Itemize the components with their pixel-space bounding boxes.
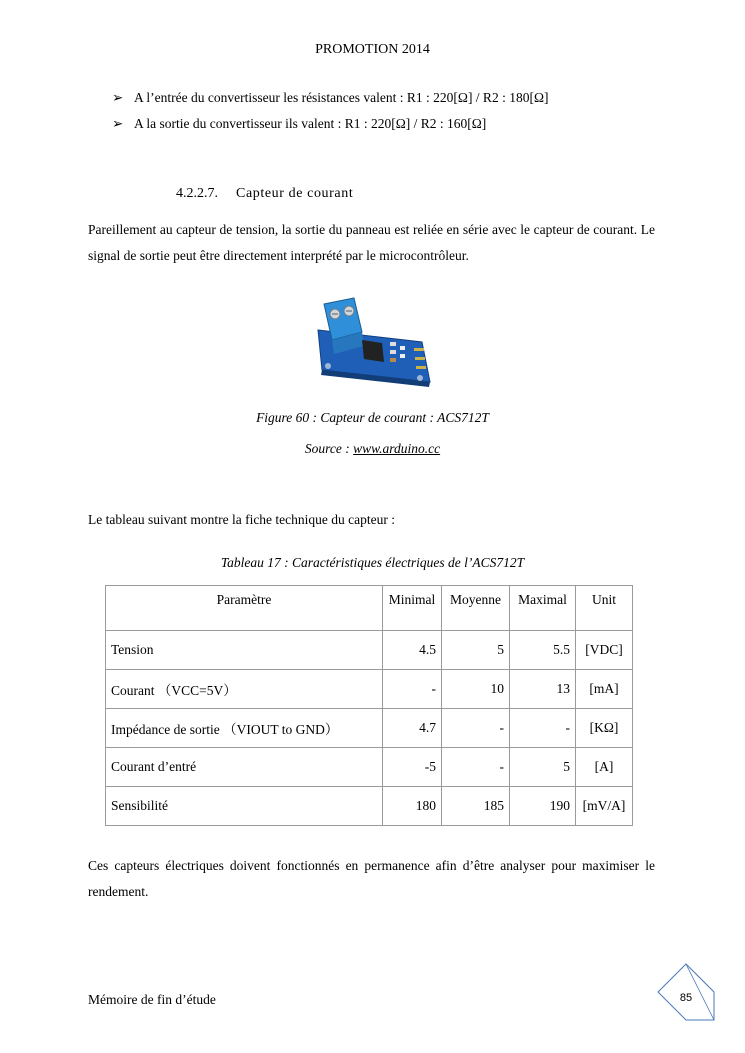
table-row bbox=[106, 670, 633, 709]
header-cell: Unit bbox=[576, 586, 633, 631]
table-row bbox=[106, 787, 633, 826]
min-cell: -5 bbox=[383, 748, 442, 787]
param-cell: Courant （VCC=5V） bbox=[106, 670, 383, 709]
bullet-item bbox=[112, 116, 486, 132]
page-number: 85 bbox=[679, 992, 693, 1004]
param-cell: Courant d’entré bbox=[106, 748, 383, 787]
section-heading bbox=[176, 186, 353, 202]
source-label: Source : bbox=[304, 441, 354, 456]
min-cell: 180 bbox=[383, 787, 442, 826]
bullet-text: A la sortie du convertisseur ils valent : R1 : 220[Ω] / R2 : 160[Ω] bbox=[134, 116, 487, 131]
param-cell: Impédance de sortie （VIOUT to GND） bbox=[106, 709, 383, 748]
unit-cell: [mA] bbox=[576, 670, 633, 709]
avg-cell: - bbox=[442, 748, 510, 787]
header-cell: Paramètre bbox=[106, 586, 383, 631]
param-cell: Tension bbox=[106, 631, 383, 670]
paragraph-intro: Pareillement au capteur de tension, la sortie du panneau est reliée en série avec le capteur de courant. Le signal de sortie peut être directement interprété par le microcontrôleur. bbox=[88, 222, 655, 263]
max-cell: 13 bbox=[510, 670, 576, 709]
table-caption: Tableau 17 : Caractéristiques électriques de l’ACS712T bbox=[220, 555, 525, 570]
section-number: 4.2.2.7. bbox=[176, 186, 218, 201]
param-cell: Sensibilité bbox=[106, 787, 383, 826]
min-cell: - bbox=[383, 670, 442, 709]
paragraph-conclusion: Ces capteurs électriques doivent fonctionnés en permanence afin d’être analyser pour maximiser le rendement. bbox=[88, 858, 655, 899]
unit-cell: [mV/A] bbox=[576, 787, 633, 826]
avg-cell: - bbox=[442, 709, 510, 748]
arrow-bullet-icon: ➢ bbox=[112, 116, 124, 131]
avg-cell: 185 bbox=[442, 787, 510, 826]
footer-text: Mémoire de fin d’étude bbox=[88, 992, 216, 1007]
bullet-text: A l’entrée du convertisseur les résistances valent : R1 : 220[Ω] / R2 : 180[Ω] bbox=[134, 90, 549, 105]
avg-cell: 5 bbox=[442, 631, 510, 670]
header-cell: Moyenne bbox=[442, 586, 510, 631]
figure-caption: Figure 60 : Capteur de courant : ACS712T bbox=[256, 410, 489, 425]
bullet-item bbox=[112, 90, 548, 106]
header-cell: Minimal bbox=[383, 586, 442, 631]
unit-cell: [A] bbox=[576, 748, 633, 787]
table-row bbox=[106, 631, 633, 670]
table-header-row bbox=[106, 586, 633, 631]
max-cell: 5.5 bbox=[510, 631, 576, 670]
min-cell: 4.5 bbox=[383, 631, 442, 670]
avg-cell: 10 bbox=[442, 670, 510, 709]
page-header: PROMOTION 2014 bbox=[315, 42, 430, 57]
max-cell: 5 bbox=[510, 748, 576, 787]
table-row bbox=[106, 709, 633, 748]
spec-table bbox=[105, 585, 633, 826]
header-cell: Maximal bbox=[510, 586, 576, 631]
source-link[interactable]: www.arduino.cc bbox=[353, 441, 441, 456]
max-cell: 190 bbox=[510, 787, 576, 826]
max-cell: - bbox=[510, 709, 576, 748]
section-title: Capteur de courant bbox=[236, 186, 354, 201]
table-row bbox=[106, 748, 633, 787]
min-cell: 4.7 bbox=[383, 709, 442, 748]
unit-cell: [VDC] bbox=[576, 631, 633, 670]
acs712-module-picture bbox=[310, 290, 435, 395]
arrow-bullet-icon: ➢ bbox=[112, 90, 124, 105]
sensor-image bbox=[310, 290, 435, 400]
unit-cell: [KΩ] bbox=[576, 709, 633, 748]
figure-source bbox=[0, 441, 745, 457]
table-intro: Le tableau suivant montre la fiche technique du capteur : bbox=[88, 512, 395, 527]
